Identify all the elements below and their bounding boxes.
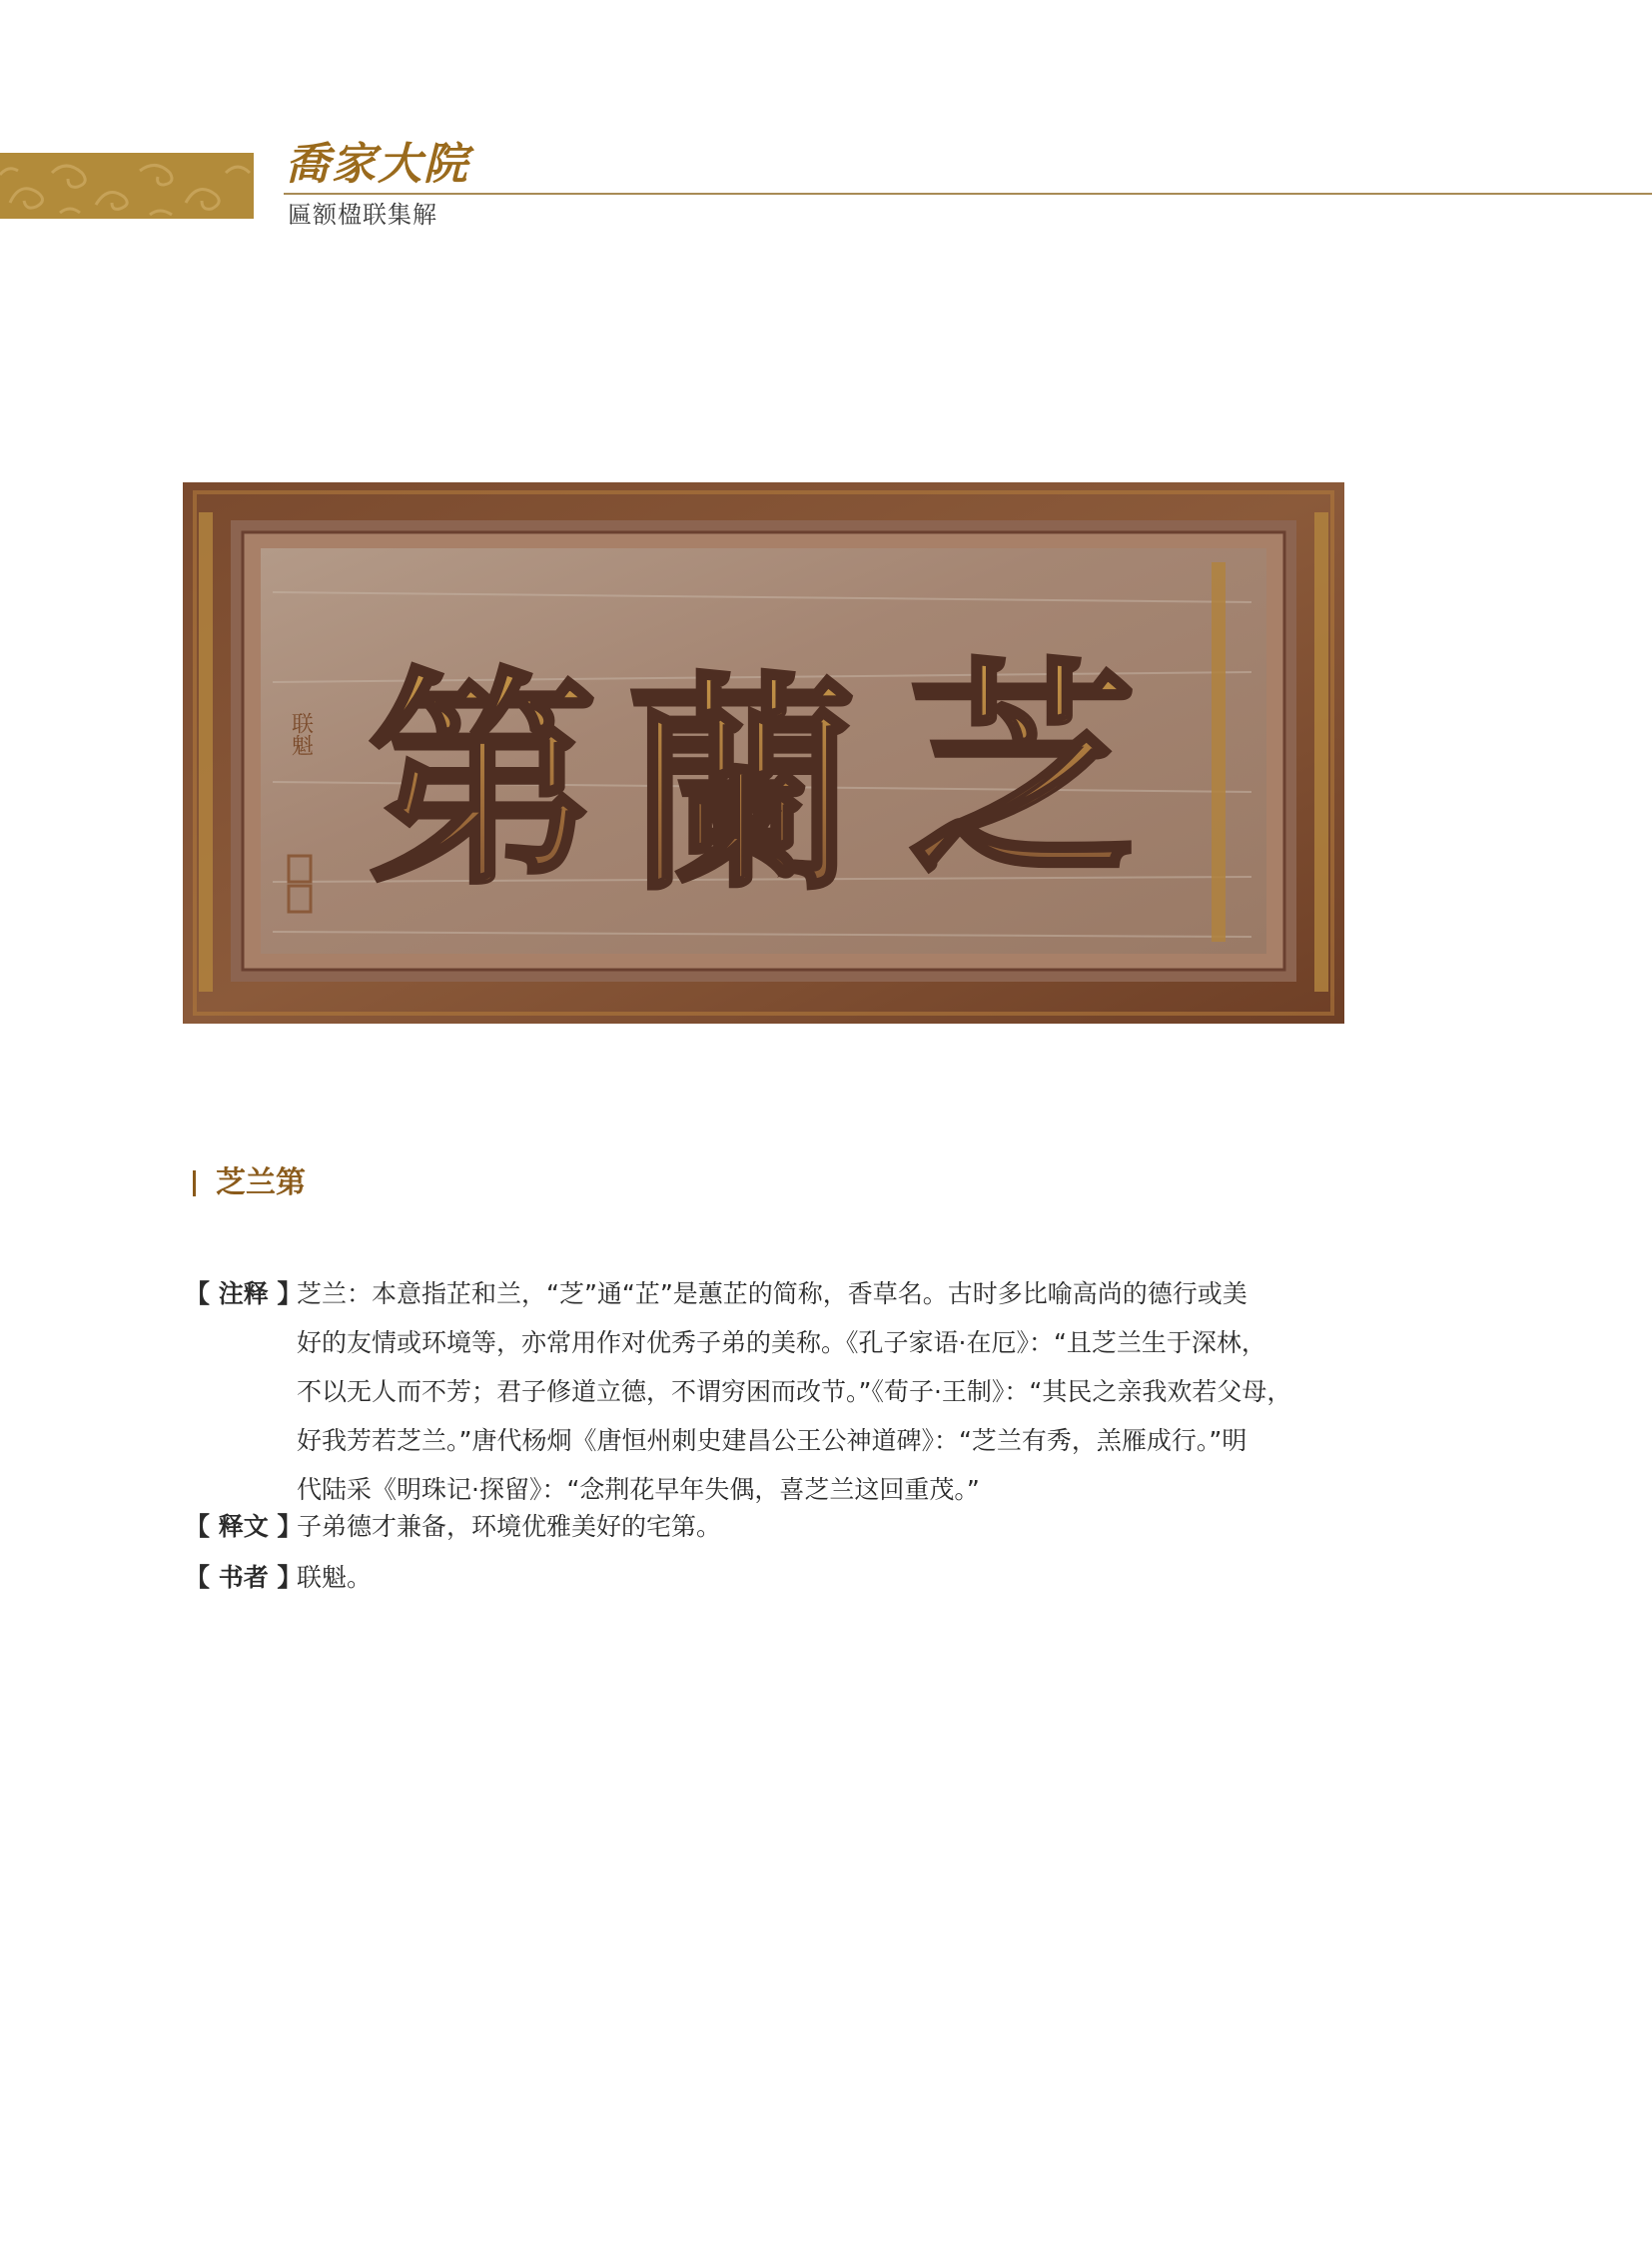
- svg-text:联魁: 联魁: [288, 712, 314, 756]
- plaque-char-2: 蘭: [626, 652, 858, 922]
- header-cloud-band: [0, 153, 254, 219]
- entry-line: 好的友情或环境等，亦常用作对优秀子弟的美称。《孔子家语·在厄》：“且芝兰生于深林，: [297, 1328, 1266, 1357]
- plaque-photo: [183, 482, 1344, 1024]
- book-subtitle: 匾额楹联集解: [288, 201, 437, 229]
- entry-line: 代陆采《明珠记·探留》：“念荆花早年失偶，喜芝兰这回重茂。”: [297, 1475, 980, 1504]
- section-title-text: 芝兰第: [216, 1165, 306, 1200]
- plaque-char-1: 芝: [906, 637, 1138, 907]
- entry-body: [297, 1502, 1343, 1551]
- entry-annotation: [185, 1269, 1343, 1514]
- entry-calligrapher: [185, 1553, 1343, 1602]
- entry-line: 芝兰：本意指芷和兰，“芝”通“芷”是蕙芷的简称，香草名。古时多比喻高尚的德行或美: [297, 1279, 1247, 1308]
- section-marker: [193, 1170, 196, 1196]
- entry-line: 好我芳若芝兰。”唐代杨炯《唐恒州刺史建昌公王公神道碑》：“芝兰有秀，羔雁成行。”明: [297, 1426, 1247, 1455]
- book-title: 喬家大院: [286, 139, 469, 190]
- plaque-image: [183, 482, 1344, 1024]
- entry-label: 【 释文 】: [185, 1512, 303, 1541]
- plaque-char-3: 第: [367, 647, 598, 917]
- entry-line: 不以无人而不芳；君子修道立德，不谓穷困而改节。”《荀子·王制》：“其民之亲我欢若父母，: [297, 1377, 1292, 1406]
- entry-line: 联魁。: [297, 1563, 373, 1592]
- entry-line: 子弟德才兼备，环境优雅美好的宅第。: [297, 1512, 722, 1541]
- entry-body: [297, 1553, 1343, 1602]
- cloud-pattern-icon: [0, 153, 254, 219]
- entry-label: 【 注释 】: [185, 1279, 303, 1308]
- section-title: [193, 1161, 306, 1205]
- entry-body: [297, 1269, 1343, 1514]
- header-divider: [284, 193, 1652, 195]
- entry-translation: [185, 1502, 1343, 1551]
- entry-label: 【 书者 】: [185, 1563, 303, 1592]
